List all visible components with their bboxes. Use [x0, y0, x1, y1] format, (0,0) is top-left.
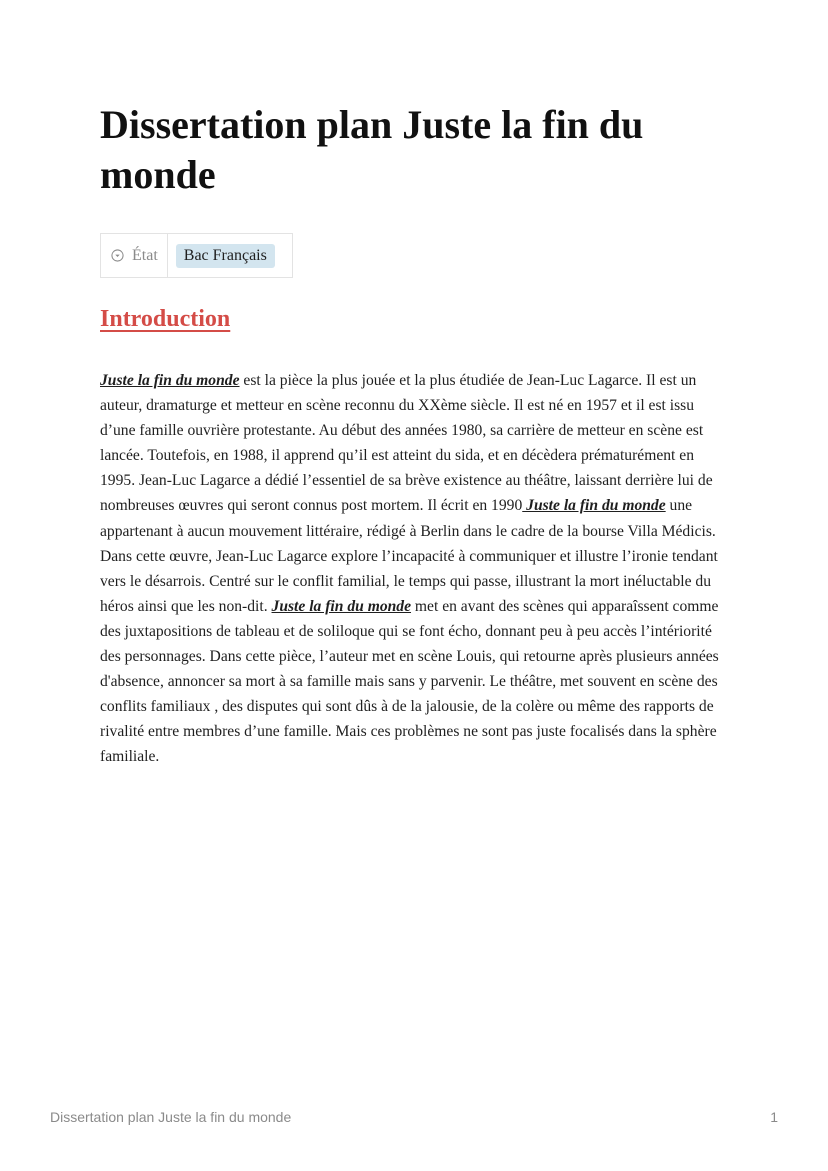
footer-document-title: Dissertation plan Juste la fin du monde [50, 1109, 292, 1125]
footer-page-number: 1 [770, 1109, 778, 1125]
properties-table [100, 233, 293, 278]
work-title-reference: Juste la fin du monde [522, 497, 666, 515]
status-tag[interactable]: Bac Français [176, 244, 275, 268]
status-property-value[interactable] [168, 234, 292, 277]
work-title-reference: Juste la fin du monde [100, 372, 240, 389]
work-title-reference: Juste la fin du monde [271, 597, 412, 615]
status-property-label: État [132, 246, 158, 264]
paragraph-text: une appartenant à aucun mouvement littéraire, rédigé à Berlin dans le cadre de la bourse Villa Médicis. Dans cette œuvre, Jean-Luc Lagarce explore l’incapacité à communiquer et illustre l’ironie tendant vers le désarrois. Centré sur le conflit familial, le temps qui passe, illustrant la mort inéluctable du héros ainsi que les non-dit. [100, 497, 718, 615]
section-heading-introduction: Introduction [100, 306, 231, 332]
page-title: Dissertation plan Juste la fin du monde [100, 102, 644, 197]
introduction-paragraph [100, 368, 731, 770]
paragraph-text: met en avant des scènes qui apparaîssent comme des juxtapositions de tableau et de soliloque qui se font écho, donnant peu à peu accès l’intériorité des personnages. Dans cette pièce, l’auteur met en scène Louis, qui retourne après plusieurs années d'absence, annoncer sa mort à sa famille mais sans y parvenir. Le théâtre, met souvent en scène des conflits familiaux , des disputes qui sont dûs à de la jalousie, de la colère ou même des rapports de rivalité entre membres d’une famille. Mais ces problèmes ne sont pas juste focalisés dans la sphère familiale. [100, 597, 719, 766]
paragraph-text: est la pièce la plus jouée et la plus étudiée de Jean-Luc Lagarce. Il est un auteur, dramaturge et metteur en scène reconnu du XXème siècle. Il est né en 1957 et il est issu d’une famille ouvrière protestante. Au début des années 1980, sa carrière de metteur en scène est lancée. Toutefois, en 1988, il apprend qu’il est atteint du sida, et en décèdera prématurément en 1995. Jean-Luc Lagarce a dédié l’essentiel de sa brève existence au théâtre, laissant derrière lui de nombreuses œuvres qui seront connus post mortem. Il écrit en 1990 [100, 372, 713, 515]
status-property-name [101, 234, 168, 277]
circle-chevron-down-icon [111, 249, 124, 262]
